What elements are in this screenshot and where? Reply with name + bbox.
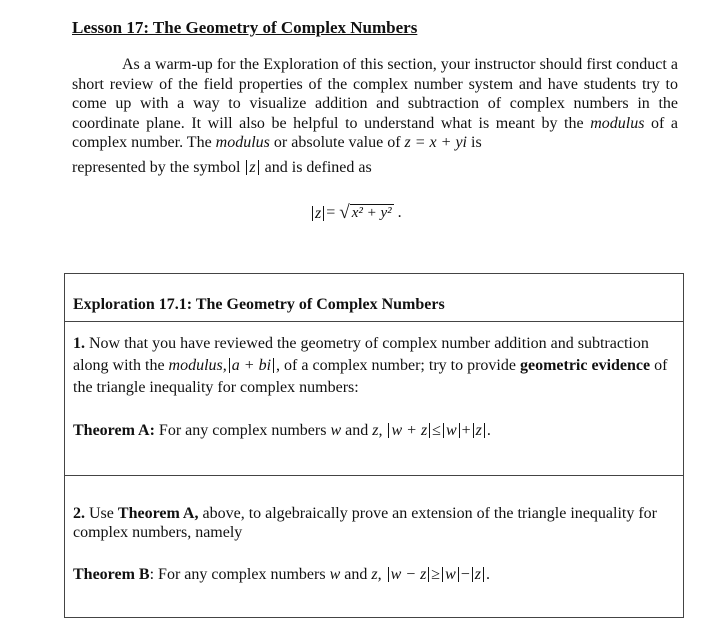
theorem-b-colon: : xyxy=(149,566,155,583)
theorem-b-minus: − xyxy=(460,566,470,583)
q2-text-b: above, to algebraically prove an extension of the triangle inequality for complex numbers, namely xyxy=(73,505,657,541)
modulus-term: modulus xyxy=(590,114,645,132)
q2-number: 2. xyxy=(73,505,85,522)
intro-text: As a warm-up for the Exploration of this section, your instructor should first conduct a short review of the field properties of the complex number system and have students try to come up with a way to visualize addition and subtraction of complex numbers in the coordinate plane. It will also be helpful to understand what is meant by the xyxy=(72,56,678,132)
theorem-b xyxy=(73,566,490,584)
intro-last-text: represented by the symbol xyxy=(72,159,241,176)
theorem-b-and: and xyxy=(344,566,368,583)
intro-last-line xyxy=(72,159,372,177)
intro-is: is xyxy=(471,134,482,151)
intro-end-text: and is defined as xyxy=(264,159,372,176)
q2-text-a: Use xyxy=(89,505,114,522)
theorem-a-plus: + xyxy=(461,422,471,439)
modulus-term-2: modulus xyxy=(215,134,270,151)
theorem-a-z: z, xyxy=(372,422,383,439)
q1-text-c: of the triangle inequality for complex numbers: xyxy=(73,357,668,396)
q1-text-a: Now that you have reviewed the geometry of complex number addition and subtraction along with the xyxy=(73,335,649,374)
abs-z-symbol: z xyxy=(246,160,258,175)
intro-mid: of a complex number. The xyxy=(72,114,679,151)
formula-eq: = xyxy=(326,204,336,221)
exploration-title: Exploration 17.1: The Geometry of Complex Numbers xyxy=(73,296,445,313)
sqrt-body: x² + y² xyxy=(351,205,392,221)
theorem-b-label: Theorem B xyxy=(73,566,150,583)
theorem-b-z: z, xyxy=(371,566,382,583)
theorem-a xyxy=(73,422,491,440)
theorem-a-lhs: w + z xyxy=(388,423,430,438)
theorem-b-op: ≥ xyxy=(431,566,441,583)
box-divider-2 xyxy=(65,475,683,476)
theorem-b-r2: z xyxy=(472,567,484,582)
q2-theorem-ref: Theorem A, xyxy=(117,505,199,522)
theorem-b-w: w xyxy=(329,566,341,583)
q1-abs-abi: a + bi xyxy=(229,358,274,373)
q1-number: 1. xyxy=(73,335,85,352)
theorem-b-text: For any complex numbers xyxy=(158,566,326,583)
theorem-b-r1: w xyxy=(442,567,459,582)
intro-mid2: or absolute value of xyxy=(273,134,401,151)
box-divider-1 xyxy=(65,321,683,322)
question-1 xyxy=(73,333,677,399)
modulus-formula xyxy=(310,204,402,222)
theorem-a-and: and xyxy=(345,422,369,439)
question-2 xyxy=(73,504,677,542)
z-equation: z = x + yi xyxy=(404,134,467,151)
theorem-b-lhs: w − z xyxy=(388,567,430,582)
theorem-a-label: Theorem A: xyxy=(73,422,155,439)
formula-dot: . xyxy=(397,204,402,221)
sqrt-expression xyxy=(339,204,393,222)
theorem-a-text: For any complex numbers xyxy=(158,422,327,439)
theorem-b-dot: . xyxy=(486,566,491,583)
intro-paragraph xyxy=(72,55,678,153)
theorem-a-r1: w xyxy=(443,423,460,438)
sqrt-icon: √ xyxy=(339,202,350,223)
theorem-a-dot: . xyxy=(486,422,491,439)
theorem-a-r2: z xyxy=(473,423,485,438)
q1-modulus: modulus, xyxy=(168,357,227,374)
q1-text-b: , of a complex number; try to provide xyxy=(276,357,516,374)
theorem-a-w: w xyxy=(330,422,342,439)
lesson-title: Lesson 17: The Geometry of Complex Numbers xyxy=(72,18,418,37)
formula-lhs: z xyxy=(312,206,324,221)
q1-geometric-evidence: geometric evidence xyxy=(519,357,651,374)
theorem-a-op: ≤ xyxy=(432,422,441,439)
exploration-box xyxy=(64,273,684,618)
